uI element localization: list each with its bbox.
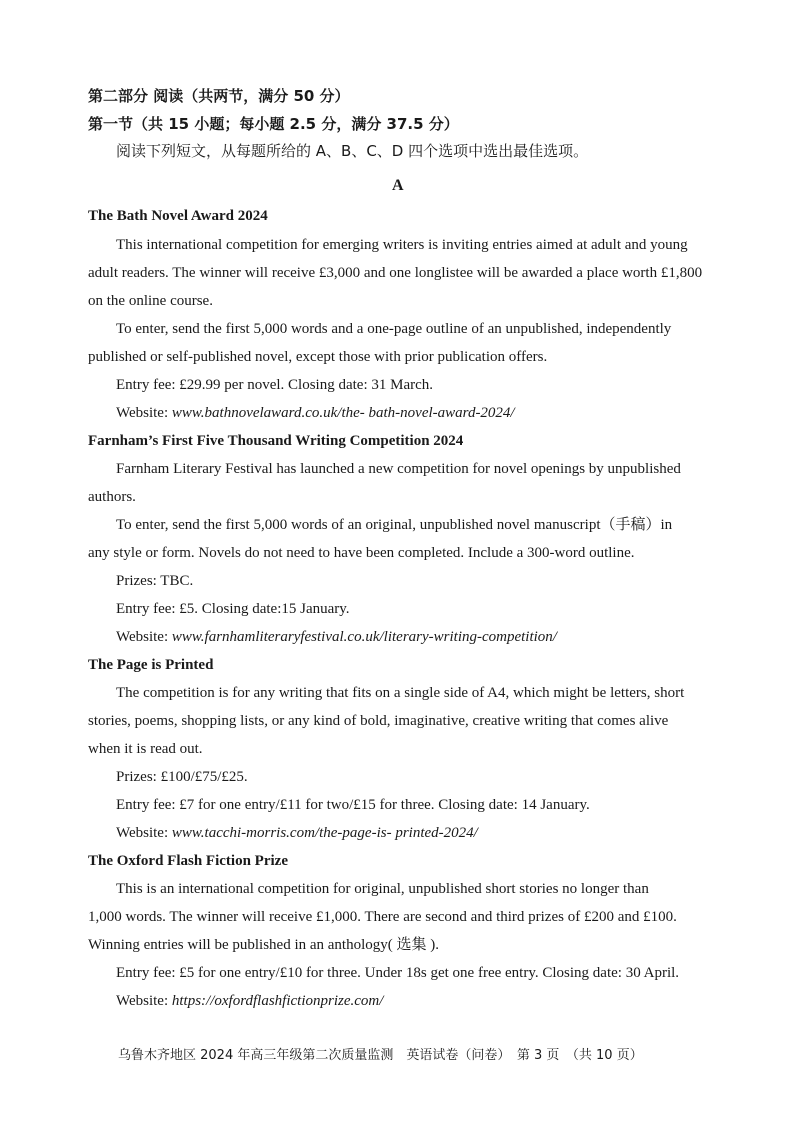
entry-website xyxy=(116,823,478,843)
part-heading: 第二部分 阅读（共两节，满分 50 分） xyxy=(88,87,350,105)
website-label: Website: xyxy=(116,405,172,421)
section-heading: 第一节（共 15 小题；每小题 2.5 分，满分 37.5 分） xyxy=(88,115,459,133)
entry-website xyxy=(116,991,383,1011)
website-label: Website: xyxy=(116,629,172,645)
entry-body-line: To enter, send the first 5,000 words and a one-page outline of an unpublished, independently xyxy=(116,321,672,337)
entry-prizes: Prizes: £100/£75/£25. xyxy=(116,769,248,785)
entry-body-line: adult readers. The winner will receive £3,000 and one longlistee will be awarded a place worth £1,800 xyxy=(88,265,703,281)
website-url: www.bathnovelaward.co.uk/the- bath-novel-award-2024/ xyxy=(171,405,515,421)
entry-body-line: Farnham Literary Festival has launched a new competition for novel openings by unpublished xyxy=(116,461,681,477)
entry-body-line: any style or form. Novels do not need to have been completed. Include a 300-word outline. xyxy=(88,545,635,561)
instruction-text: 阅读下列短文，从每题所给的 A、B、C、D 四个选项中选出最佳选项。 xyxy=(116,142,589,160)
entry-body-line: when it is read out. xyxy=(88,741,203,757)
entry-title: Farnham’s First Five Thousand Writing Competition 2024 xyxy=(88,433,464,449)
entry-title: The Bath Novel Award 2024 xyxy=(88,208,268,224)
entry-fee: Entry fee: £5 for one entry/£10 for three. Under 18s get one free entry. Closing date: 30 April. xyxy=(116,965,680,981)
entry-title: The Page is Printed xyxy=(88,657,214,673)
entry-body-line: 1,000 words. The winner will receive £1,000. There are second and third prizes of £200 and £100. xyxy=(88,909,677,925)
entry-fee: Entry fee: £5. Closing date:15 January. xyxy=(116,601,350,617)
entry-body-line: authors. xyxy=(88,489,136,505)
entry-body-line: The competition is for any writing that fits on a single side of A4, which might be letters, short xyxy=(116,685,685,701)
entry-body-line: This international competition for emerging writers is inviting entries aimed at adult and young xyxy=(116,237,688,253)
entry-prizes: Prizes: TBC. xyxy=(116,573,194,589)
entry-title: The Oxford Flash Fiction Prize xyxy=(88,853,288,869)
entry-fee: Entry fee: £29.99 per novel. Closing date: 31 March. xyxy=(116,377,434,393)
website-url: https://oxfordflashfictionprize.com/ xyxy=(171,993,384,1009)
entry-body-line: To enter, send the first 5,000 words of an original, unpublished novel manuscript（手稿）in xyxy=(116,517,673,533)
website-url: www.farnhamliteraryfestival.co.uk/literary-writing-competition/ xyxy=(171,629,557,645)
website-label: Website: xyxy=(116,993,172,1009)
entry-body-line: This is an international competition for original, unpublished short stories no longer than xyxy=(116,881,649,897)
entry-body-line: Winning entries will be published in an anthology( 选集 ). xyxy=(88,937,440,953)
entry-fee: Entry fee: £7 for one entry/£11 for two/£15 for three. Closing date: 14 January. xyxy=(116,797,590,813)
entry-body-line: published or self-published novel, except those with prior publication offers. xyxy=(88,349,548,365)
entry-website xyxy=(116,627,557,647)
entry-body-line: stories, poems, shopping lists, or any kind of bold, imaginative, creative writing that comes alive xyxy=(88,713,669,729)
passage-label: A xyxy=(392,177,404,194)
page-footer: 乌鲁木齐地区 2024 年高三年级第二次质量监测 英语试卷（问卷） 第 3 页 （共 10 页） xyxy=(118,1048,643,1063)
entry-website xyxy=(116,403,515,423)
website-url: www.tacchi-morris.com/the-page-is- printed-2024/ xyxy=(171,825,478,841)
website-label: Website: xyxy=(116,825,172,841)
entry-body-line: on the online course. xyxy=(88,293,213,309)
